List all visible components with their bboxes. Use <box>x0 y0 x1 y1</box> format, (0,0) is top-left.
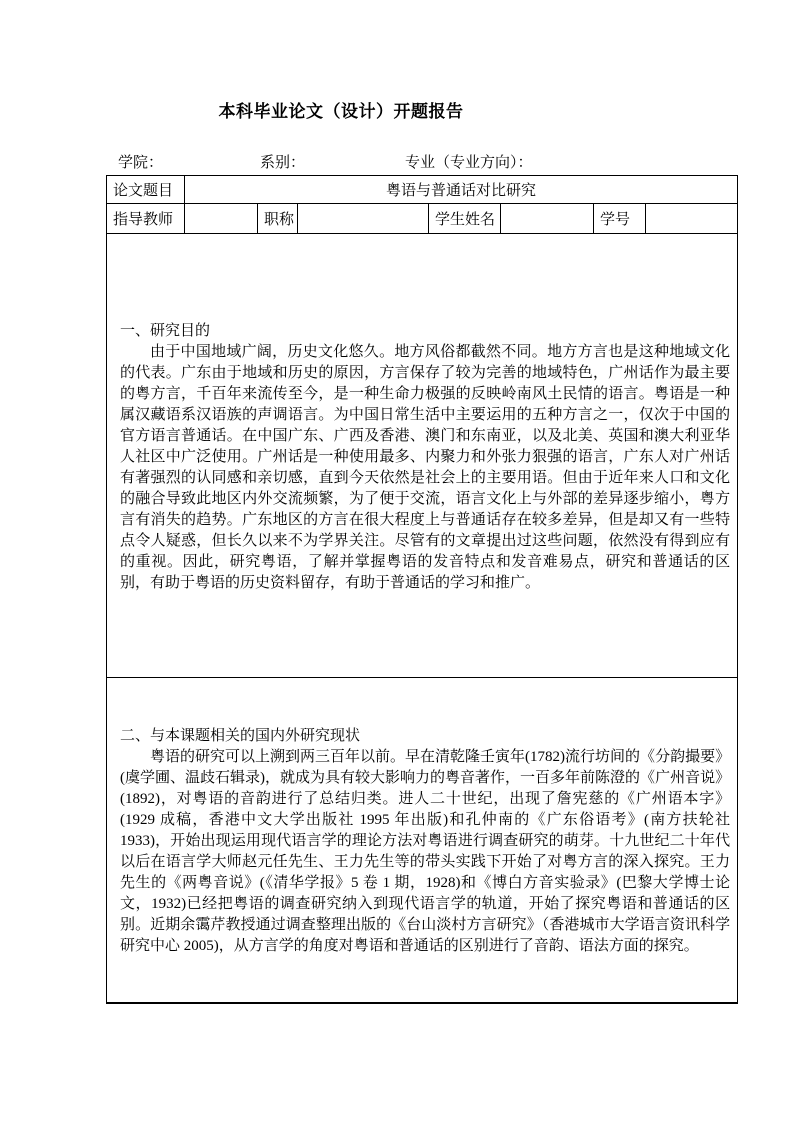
proposal-form-table <box>106 175 738 1004</box>
section1-heading: 一、研究目的 <box>120 322 211 339</box>
persons-row <box>107 204 738 234</box>
major-label: 专业（专业方向）： <box>405 155 533 171</box>
advisor-value-field[interactable] <box>185 204 258 234</box>
thesis-title-row <box>107 176 738 204</box>
advisor-label: 指导教师 <box>107 204 185 234</box>
school-label: 学院： <box>118 155 164 171</box>
section-research-purpose <box>107 234 738 678</box>
thesis-title-label: 论文题目 <box>107 176 185 204</box>
student-name-label: 学生姓名 <box>429 204 501 234</box>
section2-heading: 二、与本课题相关的国内外研究现状 <box>120 727 361 744</box>
job-title-value-field[interactable] <box>298 204 429 234</box>
student-name-value-field[interactable] <box>501 204 594 234</box>
section2-body: 粤语的研究可以上溯到两三百年以前。早在清乾隆壬寅年(1782)流行坊间的《分韵撮要》(虞学圃、温歧石辑录)，就成为具有较大影响力的粤音著作，一百多年前陈澄的《广州音说》(1892)，对粤语的音韵进行了总结归类。进人二十世纪，出现了詹宪慈的《广州语本字》(1929 成稿，香港中文大学出版社 1995 年出版)和孔仲南的《广东俗语考》(南方扶轮社 1933)，开始出现运用现代语言学的理论方法对粤语进行调查研究的萌芽。十九世纪二十年代以后在语言学大师赵元任先生、王力先生等的带头实践下开始了对粤方言的深入探究。王力先生的《两粤音说》(《清华学报》5 卷 1 期，1928)和《博白方音实验录》(巴黎大学博士论文，1932)已经把粤语的调查研究纳入到现代语言学的轨道，开始了探究粤语和普通话的区别。近期余霭芹教授通过调查整理出版的《台山淡村方言研究》（香港城市大学语言资讯科学研究中心 2005)，从方言学的角度对粤语和普通话的区别进行了音韵、语法方面的探究。 <box>120 748 731 954</box>
research-status-row <box>107 678 738 1003</box>
job-title-label: 职称 <box>258 204 298 234</box>
student-id-label: 学号 <box>594 204 646 234</box>
research-purpose-row <box>107 234 738 678</box>
section1-body: 由于中国地域广阔，历史文化悠久。地方风俗都截然不同。地方方言也是这种地域文化的代表。广东由于地域和历史的原因，方言保存了较为完善的地域特色，广州话作为最主要的粤方言，千百年来流传至今，是一种生命力极强的反映岭南风土民情的语言。粤语是一种属汉藏语系汉语族的声调语言。为中国日常生活中主要运用的五种方言之一，仅次于中国的官方语言普通话。在中国广东、广西及香港、澳门和东南亚，以及北美、英国和澳大利亚华人社区中广泛使用。广州话是一种使用最多、内聚力和外张力狠强的语言，广东人对广州话有著强烈的认同感和亲切感，直到今天依然是社会上的主要用语。但由于近年来人口和文化的融合导致此地区内外交流频繁，为了便于交流，语言文化上与外部的差异逐步缩小，粤方言有消失的趋势。广东地区的方言在很大程度上与普通话存在较多差异，但是却又有一些特点令人疑惑，但长久以来不为学界关注。尽管有的文章提出过这些问题，依然没有得到应有的重视。因此，研究粤语，了解并掌握粤语的发音特点和发音难易点，研究和普通话的区别，有助于粤语的历史资料留存，有助于普通话的学习和推广。 <box>120 343 731 591</box>
student-id-value-field[interactable] <box>646 204 738 234</box>
thesis-title-value: 粤语与普通话对比研究 <box>185 176 738 204</box>
department-label: 系别： <box>260 155 306 171</box>
section-research-status <box>107 678 738 1003</box>
info-line <box>0 151 793 171</box>
document-title: 本科毕业论文（设计）开题报告 <box>218 102 464 121</box>
